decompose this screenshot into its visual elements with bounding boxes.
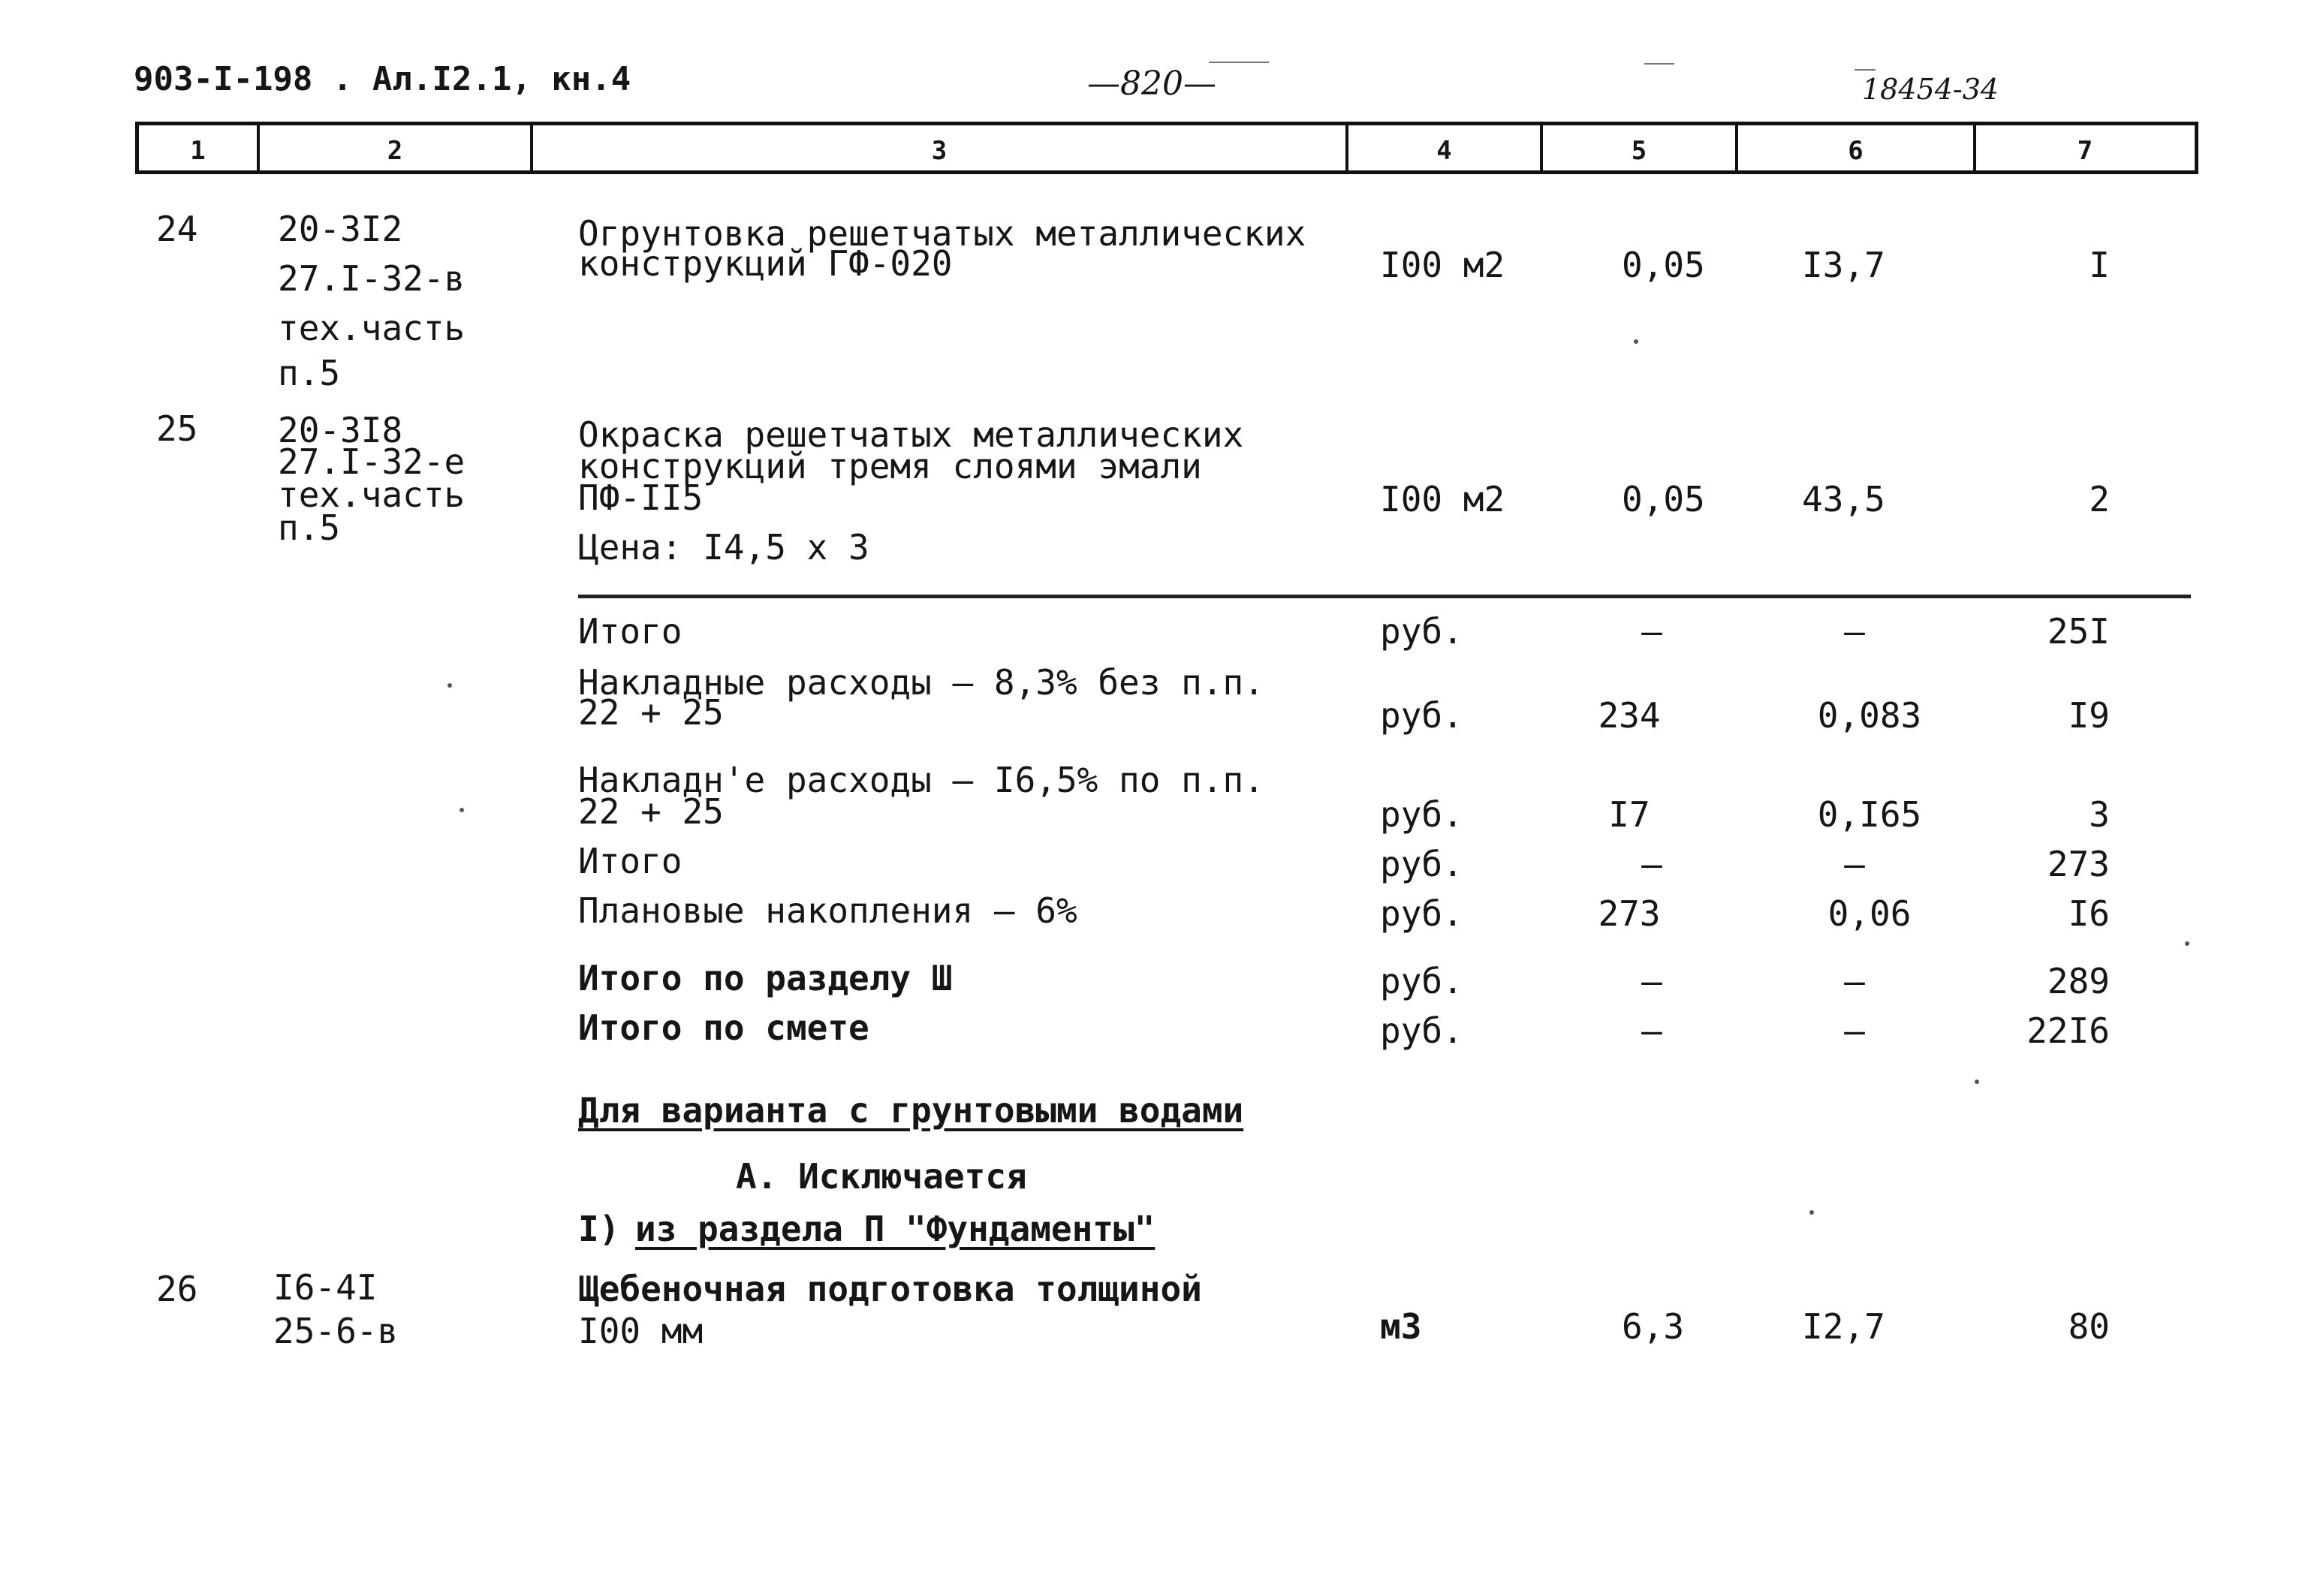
- description-line: конструкций тремя слоями эмали: [578, 446, 1202, 486]
- row-number: 26: [156, 1269, 198, 1309]
- code-line: 27.I-32-е: [278, 441, 466, 482]
- description-line: конструкций ГФ-020: [578, 243, 953, 284]
- price-note: Цена: I4,5 х 3: [578, 527, 869, 568]
- code-line: 27.I-32-в: [278, 258, 466, 299]
- summary-quantity: –: [1641, 844, 1662, 884]
- summary-total: 289: [2047, 961, 2110, 1001]
- price-value: I3,7: [1802, 245, 1885, 285]
- summary-label: 22 + 25: [578, 692, 724, 733]
- variant-heading: Для варианта с грунтовыми водами: [578, 1090, 1244, 1131]
- total-value: 2: [2089, 479, 2110, 519]
- code-line: тех.часть: [278, 308, 466, 348]
- total-value: I: [2089, 245, 2110, 285]
- summary-rate: –: [1844, 961, 1865, 1001]
- code-line: 20-3I8: [278, 410, 403, 450]
- summary-unit: руб.: [1380, 695, 1463, 736]
- description-line: ПФ-II5: [578, 477, 704, 518]
- summary-total: 25I: [2047, 611, 2110, 652]
- summary-quantity: –: [1641, 611, 1662, 652]
- description-line: Огрунтовка решетчатых металлических: [578, 213, 1306, 254]
- code-line: 20-3I2: [278, 209, 403, 249]
- section-title: из раздела П "Фундаменты": [635, 1209, 1156, 1249]
- section-prefix: I): [578, 1209, 620, 1249]
- quantity-value: 0,05: [1622, 479, 1705, 519]
- summary-total: 22I6: [2026, 1010, 2110, 1051]
- summary-quantity: I7: [1608, 794, 1650, 835]
- summary-rate: –: [1844, 611, 1865, 652]
- document-reference: 903-I-198 . Ал.I2.1, кн.4: [134, 60, 631, 98]
- summary-quantity: 273: [1598, 893, 1661, 934]
- summary-label: Накладн'е расходы – I6,5% по п.п.: [578, 760, 1264, 800]
- unit-value: I00 м2: [1380, 245, 1505, 285]
- column-number: 2: [387, 136, 403, 166]
- summary-rate: –: [1844, 844, 1865, 884]
- summary-total: I6: [2068, 893, 2110, 934]
- summary-label: Итого: [578, 841, 682, 881]
- row-number: 25: [156, 408, 198, 449]
- price-value: I2,7: [1802, 1306, 1885, 1347]
- quantity-value: 6,3: [1622, 1306, 1685, 1347]
- inventory-number: 18454-34: [1862, 73, 1999, 106]
- summary-label: 22 + 25: [578, 791, 724, 832]
- code-line: п.5: [278, 353, 341, 393]
- summary-unit: руб.: [1380, 961, 1463, 1001]
- summary-label: Итого: [578, 611, 682, 652]
- code-line: I6-4I: [273, 1267, 378, 1308]
- summary-quantity: –: [1641, 1010, 1662, 1051]
- summary-rate: 0,I65: [1817, 794, 1922, 835]
- summary-unit: руб.: [1380, 611, 1463, 652]
- code-line: 25-6-в: [273, 1311, 399, 1351]
- unit-value: м3: [1380, 1306, 1422, 1347]
- row-number: 24: [156, 209, 198, 249]
- summary-label: Итого по разделу Ш: [578, 958, 953, 998]
- page-number: —820—: [1087, 65, 1216, 103]
- summary-separator: [578, 595, 2191, 598]
- code-line: тех.часть: [278, 474, 466, 515]
- summary-rate: 0,06: [1827, 893, 1912, 934]
- summary-total: 273: [2047, 844, 2110, 884]
- price-value: 43,5: [1802, 479, 1885, 519]
- summary-unit: руб.: [1380, 794, 1463, 835]
- description-line: Окраска решетчатых металлических: [578, 414, 1244, 455]
- summary-label: Плановые накопления – 6%: [578, 890, 1077, 931]
- column-number: 1: [190, 136, 206, 166]
- column-number: 4: [1436, 136, 1452, 166]
- summary-unit: руб.: [1380, 893, 1463, 934]
- column-number: 7: [2077, 136, 2093, 166]
- column-number: 6: [1848, 136, 1864, 166]
- total-value: 80: [2068, 1306, 2110, 1347]
- summary-quantity: 234: [1598, 695, 1661, 736]
- summary-label: Итого по смете: [578, 1007, 869, 1048]
- quantity-value: 0,05: [1622, 245, 1705, 285]
- summary-total: I9: [2068, 695, 2110, 736]
- column-number-header: [135, 122, 2198, 174]
- description-line: Щебеночная подготовка толщиной: [578, 1269, 1202, 1309]
- summary-rate: 0,083: [1817, 695, 1922, 736]
- variant-subheading: А. Исключается: [736, 1156, 1027, 1197]
- summary-unit: руб.: [1380, 844, 1463, 884]
- column-number: 5: [1631, 136, 1647, 166]
- summary-unit: руб.: [1380, 1010, 1463, 1051]
- description-line: I00 мм: [578, 1311, 704, 1351]
- summary-rate: –: [1844, 1010, 1865, 1051]
- unit-value: I00 м2: [1380, 479, 1505, 519]
- code-line: п.5: [278, 507, 341, 548]
- summary-total: 3: [2089, 794, 2110, 835]
- summary-quantity: –: [1641, 961, 1662, 1001]
- column-number: 3: [931, 136, 948, 166]
- summary-label: Накладные расходы – 8,3% без п.п.: [578, 662, 1264, 703]
